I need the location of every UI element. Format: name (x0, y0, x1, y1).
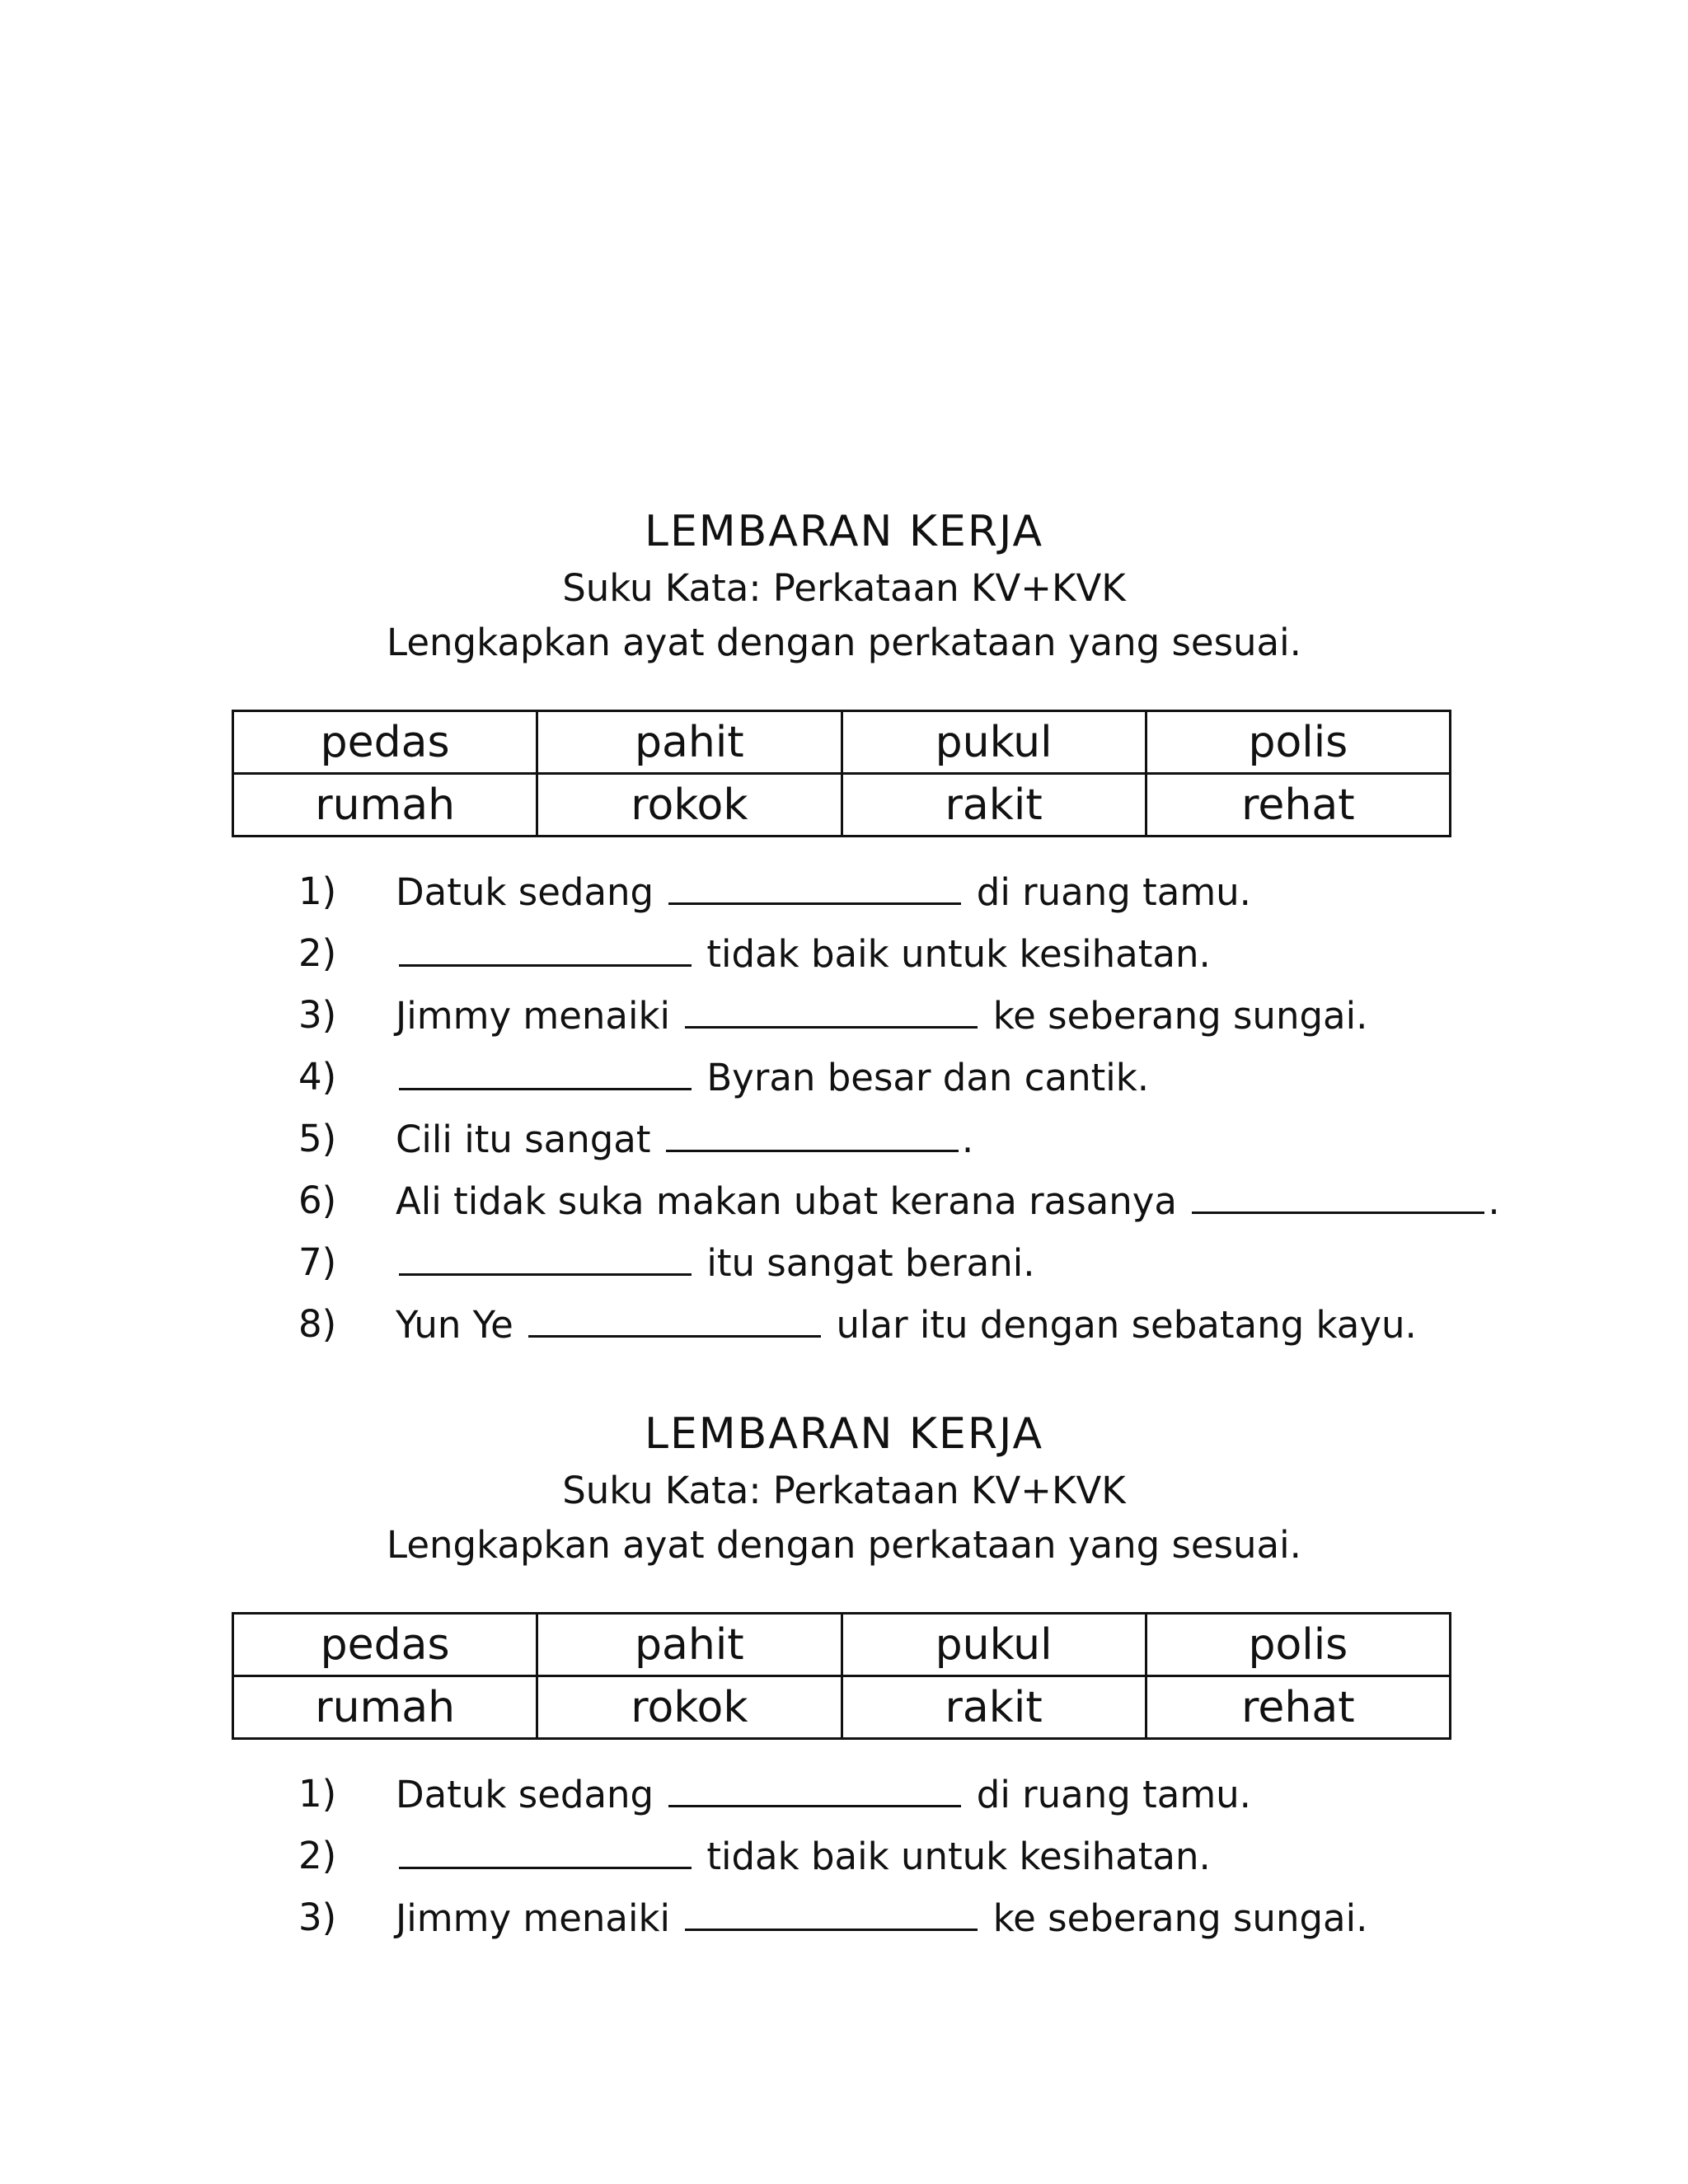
word-bank-cell: rokok (537, 774, 842, 837)
word-bank-cell: polis (1146, 711, 1450, 774)
question-number: 3) (298, 993, 337, 1037)
word-bank-row (233, 774, 1451, 837)
word-bank-cell: pahit (537, 1614, 842, 1676)
question-text-before: Jimmy menaiki (396, 994, 671, 1038)
question-item (0, 1896, 1688, 1957)
answer-blank[interactable] (685, 993, 978, 1029)
question-text-before: Cili itu sangat (396, 1118, 651, 1161)
word-bank-table (232, 710, 1451, 837)
question-number: 2) (298, 1834, 337, 1877)
answer-blank[interactable] (399, 1240, 692, 1276)
worksheet-title: LEMBARAN KERJA (644, 507, 1044, 556)
word-bank-cell: pukul (842, 1614, 1146, 1676)
question-item (0, 1240, 1688, 1302)
word-bank-cell: polis (1146, 1614, 1450, 1676)
question-text (396, 993, 1367, 1038)
question-text-after: tidak baik untuk kesihatan. (706, 932, 1211, 976)
question-number: 1) (298, 869, 337, 913)
answer-blank[interactable] (1192, 1179, 1484, 1214)
question-number: 6) (298, 1179, 337, 1222)
word-bank-cell: pahit (537, 711, 842, 774)
question-text-after: ular itu dengan sebatang kayu. (836, 1303, 1417, 1347)
answer-blank[interactable] (668, 1772, 961, 1807)
word-bank-table (232, 1612, 1451, 1740)
question-text-after: . (961, 1118, 974, 1161)
worksheet-instruction: Lengkapkan ayat dengan perkataan yang sesuai. (387, 621, 1301, 664)
answer-blank[interactable] (528, 1302, 821, 1338)
worksheet-subtitle: Suku Kata: Perkataan KV+KVK (562, 566, 1126, 610)
question-text (396, 1055, 1149, 1099)
word-bank-cell: rakit (842, 774, 1146, 837)
answer-blank[interactable] (685, 1896, 978, 1931)
question-number: 1) (298, 1772, 337, 1816)
worksheet-instruction: Lengkapkan ayat dengan perkataan yang sesuai. (387, 1523, 1301, 1567)
question-number: 2) (298, 931, 337, 975)
question-item (0, 1117, 1688, 1179)
word-bank-row (233, 1676, 1451, 1739)
question-text (396, 1179, 1500, 1223)
question-text-before: Datuk sedang (396, 1773, 654, 1816)
question-text-before: Jimmy menaiki (396, 1896, 671, 1940)
question-text (396, 1772, 1251, 1816)
question-item (0, 1834, 1688, 1896)
question-text (396, 931, 1211, 976)
question-text-after: . (1488, 1179, 1500, 1223)
word-bank-cell: rumah (233, 1676, 537, 1739)
question-text-after: Byran besar dan cantik. (706, 1056, 1150, 1099)
question-item (0, 931, 1688, 993)
question-text-after: di ruang tamu. (976, 870, 1251, 914)
answer-blank[interactable] (399, 931, 692, 967)
question-text-before: Ali tidak suka makan ubat kerana rasanya (396, 1179, 1177, 1223)
worksheet-title: LEMBARAN KERJA (644, 1409, 1044, 1459)
question-item (0, 1055, 1688, 1117)
question-number: 7) (298, 1240, 337, 1284)
question-text (396, 1240, 1035, 1285)
answer-blank[interactable] (668, 869, 961, 905)
word-bank-cell: rehat (1146, 1676, 1450, 1739)
question-text (396, 1896, 1367, 1940)
answer-blank[interactable] (666, 1117, 959, 1152)
word-bank-cell: rehat (1146, 774, 1450, 837)
word-bank-cell: rokok (537, 1676, 842, 1739)
question-text (396, 1834, 1211, 1878)
question-item (0, 993, 1688, 1055)
question-text-after: di ruang tamu. (976, 1773, 1251, 1816)
answer-blank[interactable] (399, 1834, 692, 1869)
word-bank-row (233, 711, 1451, 774)
question-text-before: Yun Ye (396, 1303, 513, 1347)
word-bank-cell: pukul (842, 711, 1146, 774)
question-number: 8) (298, 1302, 337, 1346)
worksheet-subtitle: Suku Kata: Perkataan KV+KVK (562, 1469, 1126, 1512)
question-number: 5) (298, 1117, 337, 1160)
word-bank-cell: pedas (233, 711, 537, 774)
question-item (0, 1772, 1688, 1834)
question-number: 4) (298, 1055, 337, 1099)
question-text-after: tidak baik untuk kesihatan. (706, 1835, 1211, 1878)
question-text (396, 1302, 1417, 1347)
word-bank-cell: rakit (842, 1676, 1146, 1739)
question-item (0, 869, 1688, 931)
question-text-after: ke seberang sungai. (992, 1896, 1368, 1940)
question-text (396, 869, 1251, 914)
answer-blank[interactable] (399, 1055, 692, 1090)
word-bank-cell: pedas (233, 1614, 537, 1676)
word-bank-row (233, 1614, 1451, 1676)
word-bank-cell: rumah (233, 774, 537, 837)
question-text (396, 1117, 973, 1161)
question-item (0, 1302, 1688, 1364)
question-text-after: itu sangat berani. (706, 1241, 1035, 1285)
question-text-after: ke seberang sungai. (992, 994, 1368, 1038)
question-item (0, 1179, 1688, 1240)
question-number: 3) (298, 1896, 337, 1939)
question-text-before: Datuk sedang (396, 870, 654, 914)
